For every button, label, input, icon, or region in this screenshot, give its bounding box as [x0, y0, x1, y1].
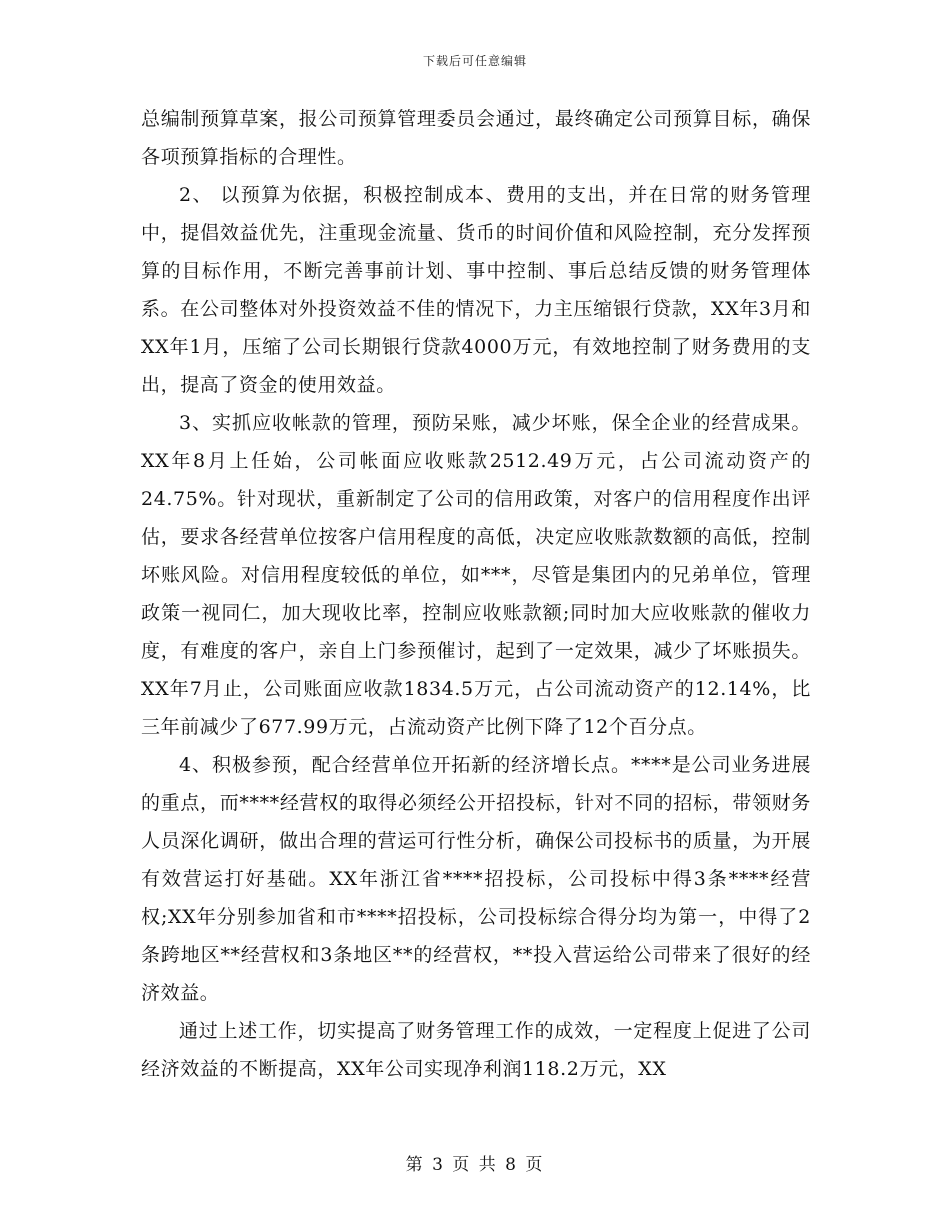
paragraph-summary: 通过上述工作，切实提高了财务管理工作的成效，一定程度上促进了公司经济效益的不断提高，XX年公司实现净利润118.2万元，XX — [141, 1020, 811, 1080]
paragraph-item-2: 2、 以预算为依据，积极控制成本、费用的支出，并在日常的财务管理中，提倡效益优先，注重现金流量、货币的时间价值和风险控制，充分发挥预算的目标作用，不断完善事前计划、事中控制、事后总结反馈的财务管理体系。在公司整体对外投资效益不佳的情况下，力主压缩银行贷款，XX年3月和XX年1月，压缩了公司长期银行贷款4000万元，有效地控制了财务费用的支出，提高了资金的使用效益。 — [141, 184, 811, 396]
paragraph-continued: 总编制预算草案，报公司预算管理委员会通过，最终确定公司预算目标，确保各项预算指标的合理性。 — [141, 108, 811, 168]
paragraph-item-4: 4、积极参预，配合经营单位开拓新的经济增长点。****是公司业务进展的重点，而****经营权的取得必须经公开招投标，针对不同的招标，带领财务人员深化调研，做出合理的营运可行性分析，确保公司投标书的质量，为开展有效营运打好基础。XX年浙江省****招投标，公司投标中得3条****经营权;XX年分别参加省和市****招投标，公司投标综合得分均为第一，中得了2条跨地区**经营权和3条地区**的经营权，**投入营运给公司带来了很好的经济效益。 — [141, 754, 811, 1004]
document-body — [141, 100, 811, 1088]
paragraph-item-3: 3、实抓应收帐款的管理，预防呆账，减少坏账，保全企业的经营成果。XX年8月上任始，公司帐面应收账款2512.49万元，占公司流动资产的24.75%。针对现状，重新制定了公司的信用政策，对客户的信用程度作出评估，要求各经营单位按客户信用程度的高低，决定应收账款数额的高低，控制坏账风险。对信用程度较低的单位，如***，尽管是集团内的兄弟单位，管理政策一视同仁，加大现收比率，控制应收账款额;同时加大应收账款的催收力度，有难度的客户，亲自上门参预催讨，起到了一定效果，减少了坏账损失。XX年7月止，公司账面应收款1834.5万元，占公司流动资产的12.14%，比三年前减少了677.99万元，占流动资产比例下降了12个百分点。 — [141, 412, 811, 738]
page-header-note: 下载后可任意编辑 — [422, 54, 527, 68]
page-number-footer: 第 3 页 共 8 页 — [405, 1155, 545, 1175]
